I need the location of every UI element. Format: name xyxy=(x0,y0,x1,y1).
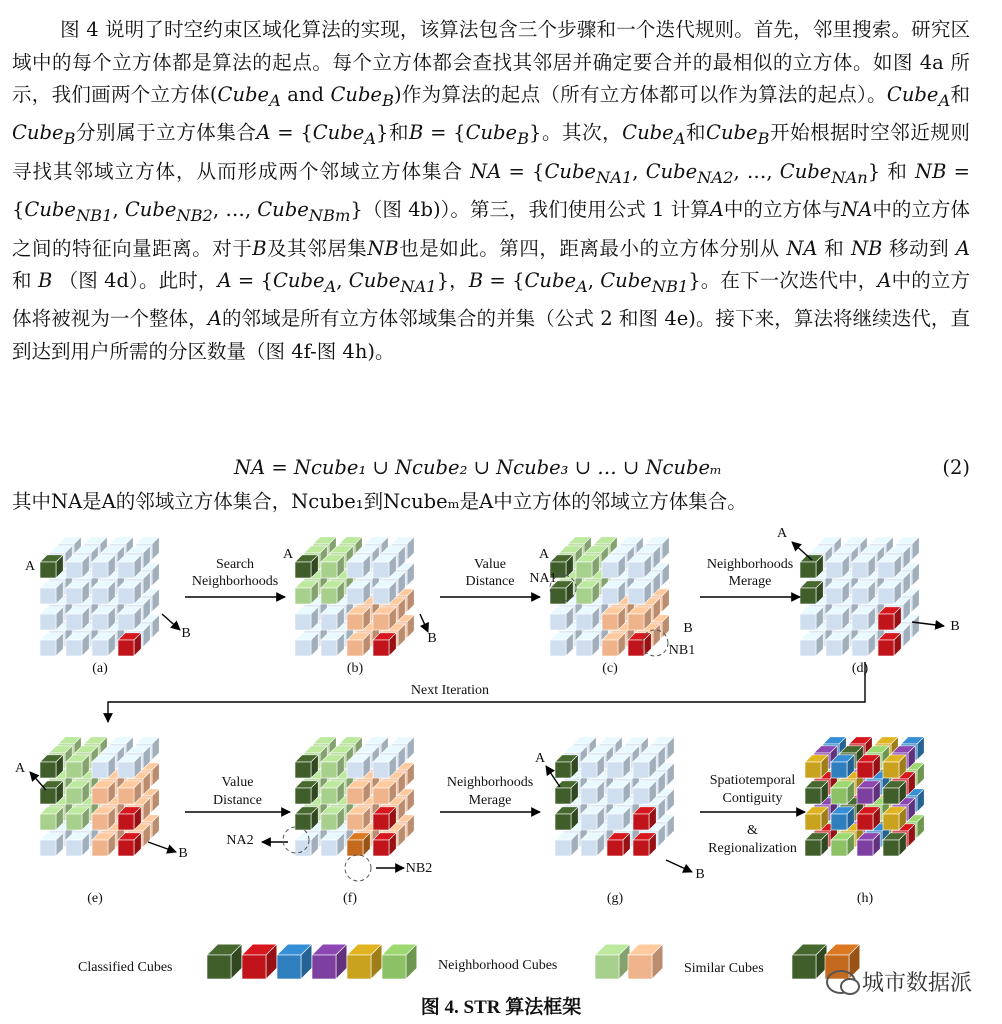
cube xyxy=(633,755,656,778)
cube xyxy=(66,633,89,656)
legend-neighborhood-label: Neighborhood Cubes xyxy=(438,958,558,973)
cube xyxy=(857,781,880,804)
cube xyxy=(92,755,115,778)
label-A: A xyxy=(538,547,550,562)
cube xyxy=(805,833,828,856)
cube xyxy=(826,607,849,630)
panel-label: (f) xyxy=(343,891,357,906)
cube xyxy=(883,833,906,856)
cube xyxy=(607,807,630,830)
label-A: A xyxy=(776,526,788,541)
cube xyxy=(831,781,854,804)
arrow-label: Distance xyxy=(213,793,262,808)
cube xyxy=(633,807,656,830)
cube xyxy=(633,833,656,856)
label-B: B xyxy=(683,621,693,636)
label-A: A xyxy=(14,761,26,776)
pointer xyxy=(162,614,180,630)
arrow-label: Neighborhoods xyxy=(706,557,794,572)
cube xyxy=(831,755,854,778)
cube xyxy=(373,833,396,856)
cube xyxy=(92,807,115,830)
cube xyxy=(92,633,115,656)
arrow-label: Neighborhoods xyxy=(446,775,534,790)
cube xyxy=(878,555,901,578)
arrow-label: Distance xyxy=(465,574,515,589)
next-iteration-label: Next Iteration xyxy=(410,683,490,698)
cube xyxy=(373,633,396,656)
cube xyxy=(602,633,625,656)
arrow-label: Search xyxy=(215,557,255,572)
legend-neighborhood-cube xyxy=(595,944,630,979)
cube xyxy=(295,807,318,830)
cube xyxy=(66,781,89,804)
figure-caption: 图 4. STR 算法框架 xyxy=(420,997,582,1018)
panel-label: (b) xyxy=(346,661,364,676)
cube xyxy=(576,607,599,630)
cube xyxy=(92,607,115,630)
arrow-label: Merage xyxy=(728,574,772,589)
arrow-label: Value xyxy=(221,775,254,790)
equation-2 xyxy=(0,456,1002,484)
legend-classified-cube xyxy=(347,944,382,979)
arrow-label: Merage xyxy=(468,793,512,808)
cube xyxy=(852,555,875,578)
label-NA1: NA1 xyxy=(529,571,557,586)
cube xyxy=(321,833,344,856)
legend-similar-label: Similar Cubes xyxy=(684,961,764,976)
cube xyxy=(607,755,630,778)
cube xyxy=(602,581,625,604)
panel-label: (c) xyxy=(602,661,618,676)
body-paragraph: 图 4 说明了时空约束区域化算法的实现，该算法包含三个步骤和一个迭代规则。首先，邻里搜索。研究区域中的每个立方体都是算法的起点。每个立方体都会查找其邻居并确定要合并的最相似的立方体。如图 4a 所示，我们画两个立方体(Cube$_A$ and Cube$_B$)作为算法的起点（所有立方体都可以作为算法的起点）。Cube$_A$和Cube$_B$分别属于立方体集合A = {Cube$_A$}和B = {Cube$_B$}。其次，Cube$_A$和Cube$_B$开始根据时空邻近规则寻找其邻域立方体，从而形成两个邻域立方体集合 NA = {Cube$_{NA1}$, Cube$_{NA2}$, …, Cube$_{NAn}$} 和 NB = {Cube$_{NB1}$, Cube$_{NB2}$, …, Cube$_{NBm}$}（图 4b)）。第三，我们使用公式 1 计算A中的立方体与NA中的立方体之间的特征向量距离。对于B及其邻居集NB也是如此。第四，距离最小的立方体分别从 NA 和 NB 移动到 A 和 B （图 4d）。此时，A = {Cube$_A$, Cube$_{NA1}$}，B = {Cube$_A$, Cube$_{NB1}$}。在下一次迭代中，A中的立方体将被视为一个整体，A的邻域是所有立方体邻域集合的并集（公式 2 和图 4e)。接下来，算法将继续迭代，直到达到用户所需的分区数量（图 4f-图 4h)。 xyxy=(12,18,970,363)
cube xyxy=(831,807,854,830)
cube xyxy=(66,833,89,856)
panel-c xyxy=(550,537,669,656)
label-NA2: NA2 xyxy=(226,833,254,848)
cube xyxy=(373,555,396,578)
cube xyxy=(347,833,370,856)
cube xyxy=(66,755,89,778)
cube xyxy=(550,607,573,630)
legend-similar-cube xyxy=(792,944,827,979)
watermark: 城市数据派 xyxy=(826,966,972,997)
cube xyxy=(602,555,625,578)
panel-label: (h) xyxy=(856,891,874,906)
legend-classified-cube xyxy=(277,944,312,979)
label-A: A xyxy=(24,559,36,574)
where-text: 其中NA是A的邻域立方体集合，Ncube₁到Ncubeₘ是A中立方体的邻域立方体集合。 xyxy=(12,490,747,513)
cube xyxy=(805,781,828,804)
panel-label: (a) xyxy=(92,661,108,676)
cube xyxy=(826,633,849,656)
cube xyxy=(852,581,875,604)
cube xyxy=(321,781,344,804)
cube xyxy=(878,633,901,656)
pointer xyxy=(148,842,176,852)
label-B: B xyxy=(695,867,705,882)
cube xyxy=(607,833,630,856)
cube xyxy=(826,581,849,604)
arrow-label: & xyxy=(747,823,758,838)
cube xyxy=(805,807,828,830)
cube xyxy=(40,555,63,578)
cube xyxy=(40,607,63,630)
cube xyxy=(628,555,651,578)
cube xyxy=(576,581,599,604)
cube xyxy=(878,607,901,630)
label-B: B xyxy=(178,846,188,861)
cube xyxy=(550,633,573,656)
label-NB1: NB1 xyxy=(668,643,696,658)
cube xyxy=(805,755,828,778)
cube xyxy=(800,633,823,656)
panel-f xyxy=(295,737,414,856)
cube xyxy=(883,755,906,778)
cube xyxy=(321,807,344,830)
arrow-label: Spatiotemporal xyxy=(709,773,796,788)
cube xyxy=(800,555,823,578)
legend-classified-cube xyxy=(312,944,347,979)
cube xyxy=(373,781,396,804)
highlight-circle xyxy=(345,855,371,881)
label-B: B xyxy=(950,619,960,634)
cube xyxy=(607,781,630,804)
cube xyxy=(321,633,344,656)
cube xyxy=(852,607,875,630)
cube xyxy=(321,581,344,604)
panel-label: (g) xyxy=(606,891,624,906)
cube xyxy=(295,781,318,804)
cube xyxy=(295,755,318,778)
cube xyxy=(628,581,651,604)
cube xyxy=(373,581,396,604)
cube xyxy=(857,833,880,856)
cube xyxy=(321,755,344,778)
cube xyxy=(118,833,141,856)
pointer xyxy=(666,860,692,872)
cube xyxy=(883,807,906,830)
cube xyxy=(576,555,599,578)
cube xyxy=(878,581,901,604)
equation-body: NA = Ncube₁ ∪ Ncube₂ ∪ Ncube₃ ∪ … ∪ Ncubeₘ xyxy=(234,456,722,479)
cube xyxy=(118,633,141,656)
cube xyxy=(321,555,344,578)
cube xyxy=(633,781,656,804)
cube xyxy=(347,755,370,778)
cube xyxy=(40,581,63,604)
label-A: A xyxy=(534,751,546,766)
arrow-label: Regionalization xyxy=(708,841,797,856)
cube xyxy=(40,633,63,656)
cube xyxy=(295,555,318,578)
cube xyxy=(555,807,578,830)
cube xyxy=(347,781,370,804)
cube xyxy=(92,581,115,604)
cube xyxy=(295,581,318,604)
cube xyxy=(826,555,849,578)
cube xyxy=(295,607,318,630)
cube xyxy=(66,807,89,830)
panel-label: (e) xyxy=(87,891,103,906)
label-B: B xyxy=(181,626,191,641)
cube xyxy=(40,807,63,830)
arrow-label: Neighborhoods xyxy=(191,574,279,589)
panel-d xyxy=(800,537,919,656)
panel-e xyxy=(40,737,159,856)
cube xyxy=(628,607,651,630)
cube xyxy=(555,755,578,778)
legend-classified-cube xyxy=(207,944,242,979)
cube xyxy=(92,555,115,578)
cube xyxy=(295,633,318,656)
cube xyxy=(602,607,625,630)
cube xyxy=(66,581,89,604)
cube xyxy=(66,555,89,578)
cube xyxy=(857,807,880,830)
cube xyxy=(852,633,875,656)
cube xyxy=(883,781,906,804)
panel-label: (d) xyxy=(851,661,869,676)
cube xyxy=(40,833,63,856)
panel-h xyxy=(805,737,924,856)
cube xyxy=(581,807,604,830)
cube xyxy=(66,607,89,630)
cube xyxy=(118,807,141,830)
cube xyxy=(581,833,604,856)
cube xyxy=(347,607,370,630)
cube xyxy=(581,781,604,804)
arrow-label: Value xyxy=(474,557,506,572)
cube xyxy=(40,755,63,778)
cube xyxy=(321,607,344,630)
label-NB2: NB2 xyxy=(405,861,433,876)
panel-g xyxy=(555,737,674,856)
cube xyxy=(373,755,396,778)
cube xyxy=(92,781,115,804)
cube xyxy=(347,555,370,578)
pointer xyxy=(792,542,812,560)
cube xyxy=(40,781,63,804)
cube xyxy=(118,581,141,604)
wechat-icon xyxy=(826,970,856,994)
arrow-label: Contiguity xyxy=(722,791,783,806)
cube xyxy=(581,755,604,778)
cube xyxy=(555,833,578,856)
legend-classified-cube xyxy=(382,944,417,979)
label-B: B xyxy=(427,631,437,646)
cube xyxy=(800,607,823,630)
cube xyxy=(347,633,370,656)
cube xyxy=(628,633,651,656)
cube xyxy=(800,581,823,604)
equation-number: (2) xyxy=(942,456,970,479)
cube xyxy=(118,755,141,778)
figure-4 xyxy=(0,522,1002,987)
cube xyxy=(576,633,599,656)
pointer xyxy=(420,614,428,632)
cube xyxy=(118,781,141,804)
legend-classified-label: Classified Cubes xyxy=(78,960,173,975)
cube xyxy=(118,555,141,578)
cube xyxy=(373,807,396,830)
cube xyxy=(373,607,396,630)
cube xyxy=(118,607,141,630)
legend-neighborhood-cube xyxy=(628,944,663,979)
cube xyxy=(347,581,370,604)
cube xyxy=(347,807,370,830)
cube xyxy=(857,755,880,778)
legend-classified-cube xyxy=(242,944,277,979)
panel-b xyxy=(295,537,414,656)
cube xyxy=(831,833,854,856)
cube xyxy=(92,833,115,856)
label-A: A xyxy=(282,547,294,562)
panel-a xyxy=(40,537,159,656)
